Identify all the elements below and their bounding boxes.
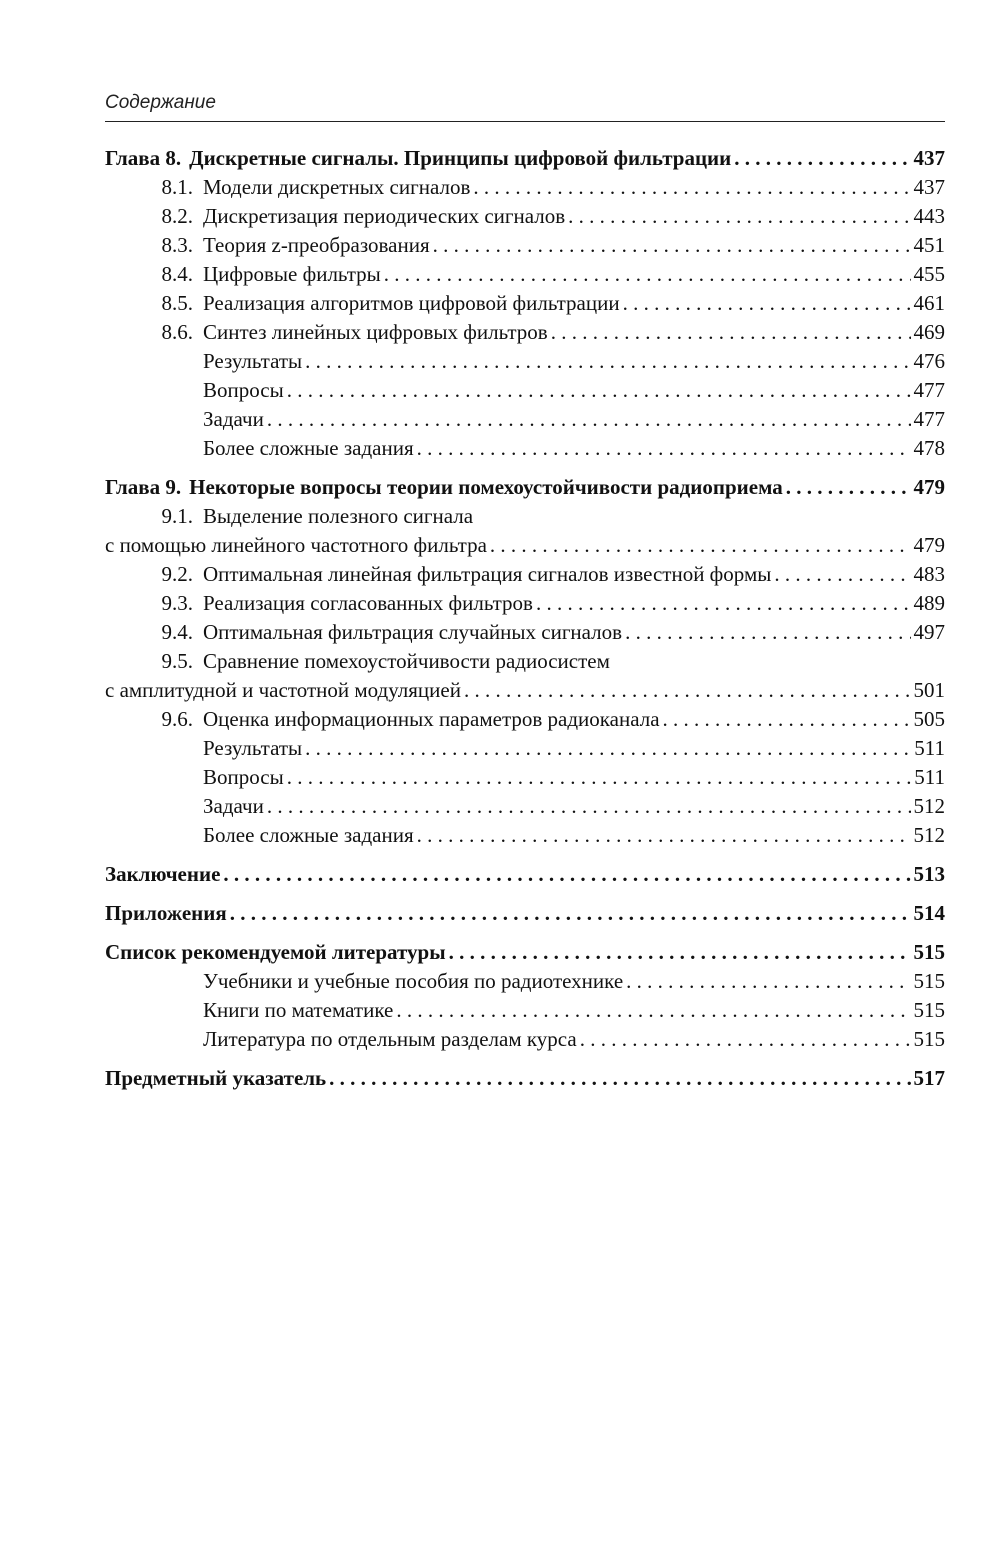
toc-dot-leader: [490, 531, 911, 560]
toc-dot-leader: [417, 434, 911, 463]
toc-subentry: [105, 967, 945, 996]
toc-page-number: 497: [913, 620, 945, 644]
toc-entry-title: Оценка информационных параметров радиоканала: [203, 707, 660, 731]
toc-entry-title: Сравнение помехоустойчивости радиосистем: [203, 649, 610, 673]
toc-chapter-number: Глава 9.: [105, 475, 182, 499]
toc-subentry: [105, 405, 945, 434]
toc-page-number: 469: [913, 320, 945, 344]
toc-subentry: [105, 996, 945, 1025]
table-of-contents: [105, 143, 945, 1093]
toc-section-continuation: [105, 676, 945, 705]
toc-dot-leader: [786, 472, 911, 502]
toc-dot-leader: [267, 792, 911, 821]
toc-section-entry: [105, 318, 945, 347]
toc-dot-leader: [623, 289, 911, 318]
header-rule: [105, 121, 945, 122]
toc-dot-leader: [384, 260, 911, 289]
toc-dot-leader: [329, 1063, 910, 1093]
toc-dot-leader: [223, 859, 910, 889]
toc-subentry: [105, 734, 945, 763]
toc-subentry: [105, 821, 945, 850]
toc-page-number: 511: [914, 736, 945, 760]
toc-chapter-entry: [105, 472, 945, 502]
toc-page-number: 479: [913, 533, 945, 557]
toc-section-entry: [105, 647, 945, 676]
toc-entry-title: Результаты: [203, 736, 303, 760]
toc-page-number: 515: [913, 998, 945, 1022]
toc-page-number: 489: [913, 591, 945, 615]
toc-page-number: 512: [913, 823, 945, 847]
toc-entry-title: Выделение полезного сигнала: [203, 504, 474, 528]
toc-section-number: 9.4.: [161, 620, 193, 644]
toc-dot-leader: [287, 376, 911, 405]
toc-entry-title: Модели дискретных сигналов: [203, 175, 471, 199]
toc-entry-title: Оптимальная линейная фильтрация сигналов известной формы: [203, 562, 772, 586]
toc-entry-title: Литература по отдельным разделам курса: [203, 1027, 577, 1051]
toc-section-number: 8.6.: [161, 320, 193, 344]
toc-subentry: [105, 376, 945, 405]
toc-dot-leader: [396, 996, 910, 1025]
toc-dot-leader: [626, 967, 910, 996]
toc-page-number: 476: [913, 349, 945, 373]
toc-page-number: 461: [913, 291, 945, 315]
toc-entry-title: Дискретизация периодических сигналов: [203, 204, 566, 228]
toc-entry-title: с помощью линейного частотного фильтра: [105, 533, 487, 557]
toc-entry-title: Оптимальная фильтрация случайных сигналов: [203, 620, 623, 644]
toc-entry-title: Более сложные задания: [203, 823, 414, 847]
toc-section-number: 9.5.: [161, 649, 193, 673]
toc-entry-title: Вопросы: [203, 378, 284, 402]
toc-entry-title: Дискретные сигналы. Принципы цифровой фильтрации: [189, 146, 732, 170]
toc-page-number: 515: [913, 940, 945, 964]
toc-entry-title: Заключение: [105, 862, 221, 886]
toc-section-number: 9.6.: [161, 707, 193, 731]
toc-page-number: 483: [913, 562, 945, 586]
toc-section-entry: [105, 618, 945, 647]
toc-page-number: 479: [913, 475, 945, 499]
toc-page-number: 451: [913, 233, 945, 257]
toc-dot-leader: [734, 143, 910, 173]
toc-page-number: 505: [913, 707, 945, 731]
toc-entry-title: Некоторые вопросы теории помехоустойчивости радиоприема: [189, 475, 783, 499]
toc-section-entry: [105, 173, 945, 202]
toc-entry-title: Задачи: [203, 407, 264, 431]
toc-entry-title: Цифровые фильтры: [203, 262, 381, 286]
toc-page-number: 478: [913, 436, 945, 460]
toc-section-number: 8.3.: [161, 233, 193, 257]
toc-subentry: [105, 1025, 945, 1054]
toc-page-number: 437: [913, 146, 945, 170]
toc-entry-title: Реализация согласованных фильтров: [203, 591, 533, 615]
toc-subentry: [105, 347, 945, 376]
toc-section-continuation: [105, 531, 945, 560]
toc-section-entry: [105, 705, 945, 734]
toc-page-number: 437: [913, 175, 945, 199]
toc-page-number: 455: [913, 262, 945, 286]
toc-page-number: 511: [914, 765, 945, 789]
toc-entry-title: с амплитудной и частотной модуляцией: [105, 678, 461, 702]
toc-entry-title: Теория z-преобразования: [203, 233, 430, 257]
toc-part-entry: [105, 1063, 945, 1093]
toc-section-number: 8.4.: [161, 262, 193, 286]
toc-entry-title: Вопросы: [203, 765, 284, 789]
toc-part-entry: [105, 937, 945, 967]
toc-dot-leader: [580, 1025, 911, 1054]
toc-section-number: 8.1.: [161, 175, 193, 199]
toc-page-number: 443: [913, 204, 945, 228]
toc-dot-leader: [449, 937, 911, 967]
toc-page-number: 477: [913, 407, 945, 431]
toc-entry-title: Более сложные задания: [203, 436, 414, 460]
toc-dot-leader: [625, 618, 910, 647]
toc-entry-title: Список рекомендуемой литературы: [105, 940, 446, 964]
toc-dot-leader: [305, 347, 910, 376]
toc-dot-leader: [536, 589, 911, 618]
toc-entry-title: Реализация алгоритмов цифровой фильтрации: [203, 291, 620, 315]
toc-page-number: 477: [913, 378, 945, 402]
toc-section-entry: [105, 202, 945, 231]
toc-page-number: 514: [913, 901, 945, 925]
toc-section-entry: [105, 289, 945, 318]
toc-chapter-number: Глава 8.: [105, 146, 182, 170]
toc-page-number: 515: [913, 969, 945, 993]
toc-section-entry: [105, 589, 945, 618]
toc-dot-leader: [464, 676, 911, 705]
toc-dot-leader: [417, 821, 911, 850]
toc-entry-title: Учебники и учебные пособия по радиотехнике: [203, 969, 624, 993]
toc-section-number: 9.3.: [161, 591, 193, 615]
toc-entry-title: Книги по математике: [203, 998, 394, 1022]
toc-section-entry: [105, 560, 945, 589]
toc-entry-title: Синтез линейных цифровых фильтров: [203, 320, 548, 344]
toc-dot-leader: [230, 898, 911, 928]
running-head: Содержание: [105, 92, 216, 113]
toc-dot-leader: [287, 763, 912, 792]
toc-section-entry: [105, 502, 945, 531]
toc-dot-leader: [433, 231, 911, 260]
toc-dot-leader: [663, 705, 911, 734]
toc-part-entry: [105, 859, 945, 889]
toc-section-entry: [105, 231, 945, 260]
toc-dot-leader: [473, 173, 910, 202]
toc-section-entry: [105, 260, 945, 289]
toc-page-number: 517: [913, 1066, 945, 1090]
toc-section-number: 8.5.: [161, 291, 193, 315]
toc-section-number: 8.2.: [161, 204, 193, 228]
toc-entry-title: Задачи: [203, 794, 264, 818]
toc-entry-title: Предметный указатель: [105, 1066, 327, 1090]
toc-section-number: 9.2.: [161, 562, 193, 586]
toc-dot-leader: [267, 405, 911, 434]
toc-entry-title: Приложения: [105, 901, 227, 925]
toc-subentry: [105, 792, 945, 821]
toc-part-entry: [105, 898, 945, 928]
toc-page-number: 515: [913, 1027, 945, 1051]
toc-dot-leader: [568, 202, 910, 231]
toc-dot-leader: [305, 734, 911, 763]
toc-chapter-entry: [105, 143, 945, 173]
toc-page-number: 501: [913, 678, 945, 702]
toc-section-number: 9.1.: [161, 504, 193, 528]
toc-dot-leader: [551, 318, 911, 347]
toc-page-number: 512: [913, 794, 945, 818]
toc-entry-title: Результаты: [203, 349, 303, 373]
toc-subentry: [105, 434, 945, 463]
toc-page-number: 513: [913, 862, 945, 886]
toc-subentry: [105, 763, 945, 792]
toc-dot-leader: [774, 560, 910, 589]
